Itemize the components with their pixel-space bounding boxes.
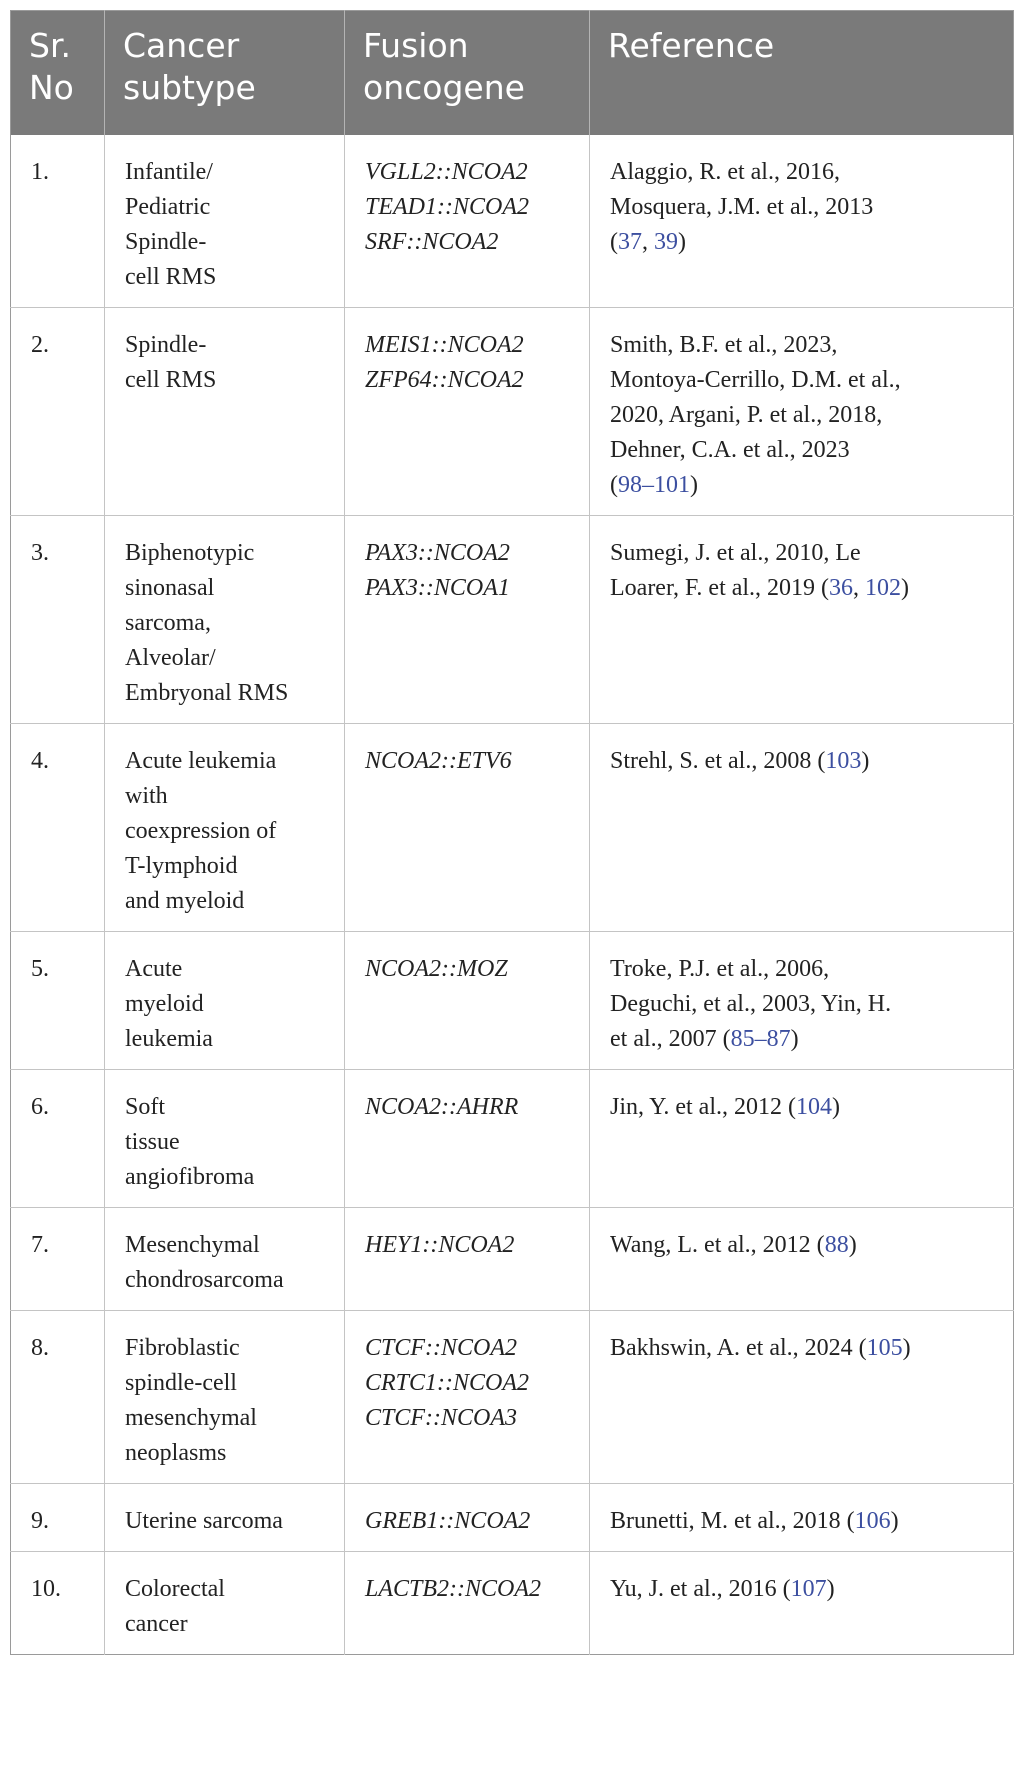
fusion-gene: NCOA2::ETV6 [365, 748, 512, 774]
subtype-line: Infantile/ [125, 159, 213, 185]
table-row [11, 1070, 1014, 1208]
cell-sr-no: 8. [11, 1311, 105, 1484]
table-row [11, 1311, 1014, 1484]
reference-text: Loarer, F. et al., 2019 ( [610, 575, 830, 601]
table-row [11, 724, 1014, 932]
reference-text: Yu, J. et al., 2016 ( [610, 1576, 791, 1602]
subtype-line: coexpression of [125, 818, 277, 844]
fusion-gene: TEAD1::NCOA2 [365, 194, 529, 220]
subtype-line: spindle-cell [125, 1370, 237, 1396]
header-line: subtype [123, 68, 256, 107]
reference-line [610, 1090, 997, 1125]
reference-line [610, 363, 997, 398]
reference-text: Dehner, C.A. et al., 2023 [610, 437, 850, 463]
cell-fusion-oncogene [345, 1552, 590, 1655]
cell-fusion-oncogene [345, 1484, 590, 1552]
cell-sr-no: 9. [11, 1484, 105, 1552]
fusion-table-container [10, 10, 1013, 1655]
table-row [11, 1208, 1014, 1311]
cell-reference [590, 1208, 1014, 1311]
fusion-gene: NCOA2::MOZ [365, 956, 508, 982]
subtype-line: cancer [125, 1611, 188, 1637]
cell-reference [590, 1552, 1014, 1655]
header-cancer-subtype [105, 11, 345, 136]
cell-cancer-subtype [105, 1208, 345, 1311]
subtype-line: neoplasms [125, 1440, 227, 1466]
subtype-line: sinonasal [125, 575, 215, 601]
citation-link[interactable]: 104 [796, 1094, 832, 1120]
subtype-line: Uterine sarcoma [125, 1508, 283, 1534]
reference-text: ) [826, 1576, 835, 1602]
fusion-oncogene-table [10, 10, 1014, 1655]
subtype-line: Alveolar/ [125, 645, 216, 671]
fusion-gene: MEIS1::NCOA2 [365, 332, 524, 358]
subtype-line: cell RMS [125, 264, 217, 290]
fusion-gene: LACTB2::NCOA2 [365, 1576, 542, 1602]
cell-reference [590, 1070, 1014, 1208]
reference-line [610, 1572, 997, 1607]
subtype-line: Acute [125, 956, 183, 982]
cell-cancer-subtype [105, 1311, 345, 1484]
subtype-line: Soft [125, 1094, 166, 1120]
reference-text: Alaggio, R. et al., 2016, [610, 159, 840, 185]
reference-text: Montoya-Cerrillo, D.M. et al., [610, 367, 901, 393]
fusion-gene: ZFP64::NCOA2 [365, 367, 524, 393]
subtype-line: sarcoma, [125, 610, 211, 636]
citation-link[interactable]: 88 [824, 1232, 849, 1258]
reference-text: ) [901, 575, 910, 601]
subtype-line: tissue [125, 1129, 180, 1155]
cell-sr-no: 7. [11, 1208, 105, 1311]
reference-text: et al., 2007 ( [610, 1026, 731, 1052]
reference-text: ) [890, 1508, 899, 1534]
cell-cancer-subtype [105, 516, 345, 724]
reference-text: ) [678, 229, 686, 255]
cell-fusion-oncogene [345, 135, 590, 308]
cell-fusion-oncogene [345, 932, 590, 1070]
cell-cancer-subtype [105, 1484, 345, 1552]
citation-link[interactable]: 85–87 [730, 1026, 791, 1052]
reference-line [610, 1331, 997, 1366]
subtype-line: Biphenotypic [125, 540, 255, 566]
reference-text: 2020, Argani, P. et al., 2018, [610, 402, 883, 428]
subtype-line: Mesenchymal [125, 1232, 260, 1258]
cell-sr-no: 10. [11, 1552, 105, 1655]
subtype-line: with [125, 783, 168, 809]
subtype-line: myeloid [125, 991, 204, 1017]
header-sr-no [11, 11, 105, 136]
reference-text: Brunetti, M. et al., 2018 ( [610, 1508, 855, 1534]
reference-text: , [642, 229, 654, 255]
reference-line [610, 190, 997, 225]
subtype-line: Pediatric [125, 194, 211, 220]
subtype-line: mesenchymal [125, 1405, 257, 1431]
reference-text: ( [610, 472, 618, 498]
fusion-gene: GREB1::NCOA2 [365, 1508, 531, 1534]
table-row [11, 1552, 1014, 1655]
subtype-line: leukemia [125, 1026, 213, 1052]
reference-text: ) [690, 472, 698, 498]
cell-sr-no: 4. [11, 724, 105, 932]
reference-text: ) [832, 1094, 840, 1120]
citation-link[interactable]: 98–101 [618, 472, 690, 498]
fusion-gene: SRF::NCOA2 [365, 229, 499, 255]
reference-text: Bakhswin, A. et al., 2024 ( [610, 1335, 867, 1361]
table-row [11, 308, 1014, 516]
reference-text: , [853, 575, 866, 601]
fusion-gene: CRTC1::NCOA2 [365, 1370, 530, 1396]
header-fusion-oncogene [345, 11, 590, 136]
fusion-gene: HEY1::NCOA2 [365, 1232, 515, 1258]
table-row [11, 135, 1014, 308]
cell-fusion-oncogene [345, 1208, 590, 1311]
header-line: No [29, 68, 74, 107]
cell-cancer-subtype [105, 135, 345, 308]
cell-cancer-subtype [105, 1552, 345, 1655]
subtype-line: and myeloid [125, 888, 245, 914]
cell-sr-no: 5. [11, 932, 105, 1070]
reference-line [610, 225, 997, 260]
citation-link[interactable]: 37 [618, 229, 642, 255]
reference-text: Sumegi, J. et al., 2010, Le [610, 540, 861, 566]
reference-text: ( [610, 229, 618, 255]
cell-fusion-oncogene [345, 724, 590, 932]
table-row [11, 932, 1014, 1070]
header-reference [590, 11, 1014, 136]
cell-cancer-subtype [105, 1070, 345, 1208]
subtype-line: chondrosarcoma [125, 1267, 284, 1293]
cell-reference [590, 724, 1014, 932]
header-line: Reference [608, 26, 775, 65]
reference-line [610, 328, 997, 363]
citation-link[interactable]: 106 [854, 1508, 891, 1534]
cell-cancer-subtype [105, 932, 345, 1070]
header-row [11, 11, 1014, 136]
reference-line [610, 536, 997, 571]
reference-line [610, 433, 997, 468]
table-body [11, 135, 1014, 1655]
header-line: oncogene [363, 68, 525, 107]
reference-line [610, 1022, 997, 1057]
cell-cancer-subtype [105, 308, 345, 516]
cell-fusion-oncogene [345, 516, 590, 724]
header-line: Cancer [123, 26, 240, 65]
cell-sr-no: 2. [11, 308, 105, 516]
reference-text: ) [848, 1232, 857, 1258]
reference-text: Mosquera, J.M. et al., 2013 [610, 194, 874, 220]
table-row [11, 516, 1014, 724]
fusion-gene: PAX3::NCOA1 [365, 575, 510, 601]
header-line: Fusion [363, 26, 469, 65]
reference-line [610, 468, 997, 503]
cell-reference [590, 1484, 1014, 1552]
reference-text: ) [902, 1335, 911, 1361]
subtype-line: angiofibroma [125, 1164, 255, 1190]
subtype-line: Fibroblastic [125, 1335, 240, 1361]
reference-line [610, 398, 997, 433]
subtype-line: cell RMS [125, 367, 217, 393]
fusion-gene: NCOA2::AHRR [365, 1094, 519, 1120]
citation-link[interactable]: 39 [654, 229, 678, 255]
reference-line [610, 1228, 997, 1263]
cell-fusion-oncogene [345, 1070, 590, 1208]
reference-line [610, 1504, 997, 1539]
reference-text: Troke, P.J. et al., 2006, [610, 956, 830, 982]
reference-text: Wang, L. et al., 2012 ( [610, 1232, 825, 1258]
citation-link[interactable]: 36 [829, 575, 854, 601]
subtype-line: Colorectal [125, 1576, 225, 1602]
cell-reference [590, 516, 1014, 724]
reference-text: ) [861, 748, 870, 774]
citation-link[interactable]: 103 [825, 748, 862, 774]
cell-sr-no: 1. [11, 135, 105, 308]
reference-line [610, 571, 997, 606]
cell-fusion-oncogene [345, 1311, 590, 1484]
reference-line [610, 744, 997, 779]
subtype-line: Acute leukemia [125, 748, 277, 774]
cell-reference [590, 932, 1014, 1070]
cell-reference [590, 1311, 1014, 1484]
subtype-line: Spindle- [125, 332, 207, 358]
table-row [11, 1484, 1014, 1552]
cell-fusion-oncogene [345, 308, 590, 516]
cell-sr-no: 3. [11, 516, 105, 724]
reference-line [610, 987, 997, 1022]
citation-link[interactable]: 105 [866, 1335, 903, 1361]
reference-line [610, 952, 997, 987]
subtype-line: Spindle- [125, 229, 207, 255]
citation-link[interactable]: 102 [865, 575, 902, 601]
table-header [11, 11, 1014, 136]
reference-text: ) [790, 1026, 799, 1052]
citation-link[interactable]: 107 [790, 1576, 827, 1602]
header-line: Sr. [29, 26, 71, 65]
cell-sr-no: 6. [11, 1070, 105, 1208]
reference-text: Jin, Y. et al., 2012 ( [610, 1094, 796, 1120]
subtype-line: T-lymphoid [125, 853, 238, 879]
cell-reference [590, 135, 1014, 308]
reference-text: Deguchi, et al., 2003, Yin, H. [610, 991, 892, 1017]
fusion-gene: CTCF::NCOA3 [365, 1405, 518, 1431]
fusion-gene: VGLL2::NCOA2 [365, 159, 528, 185]
reference-text: Strehl, S. et al., 2008 ( [610, 748, 826, 774]
reference-line [610, 155, 997, 190]
cell-reference [590, 308, 1014, 516]
subtype-line: Embryonal RMS [125, 680, 289, 706]
cell-cancer-subtype [105, 724, 345, 932]
fusion-gene: PAX3::NCOA2 [365, 540, 510, 566]
reference-text: Smith, B.F. et al., 2023, [610, 332, 838, 358]
fusion-gene: CTCF::NCOA2 [365, 1335, 518, 1361]
